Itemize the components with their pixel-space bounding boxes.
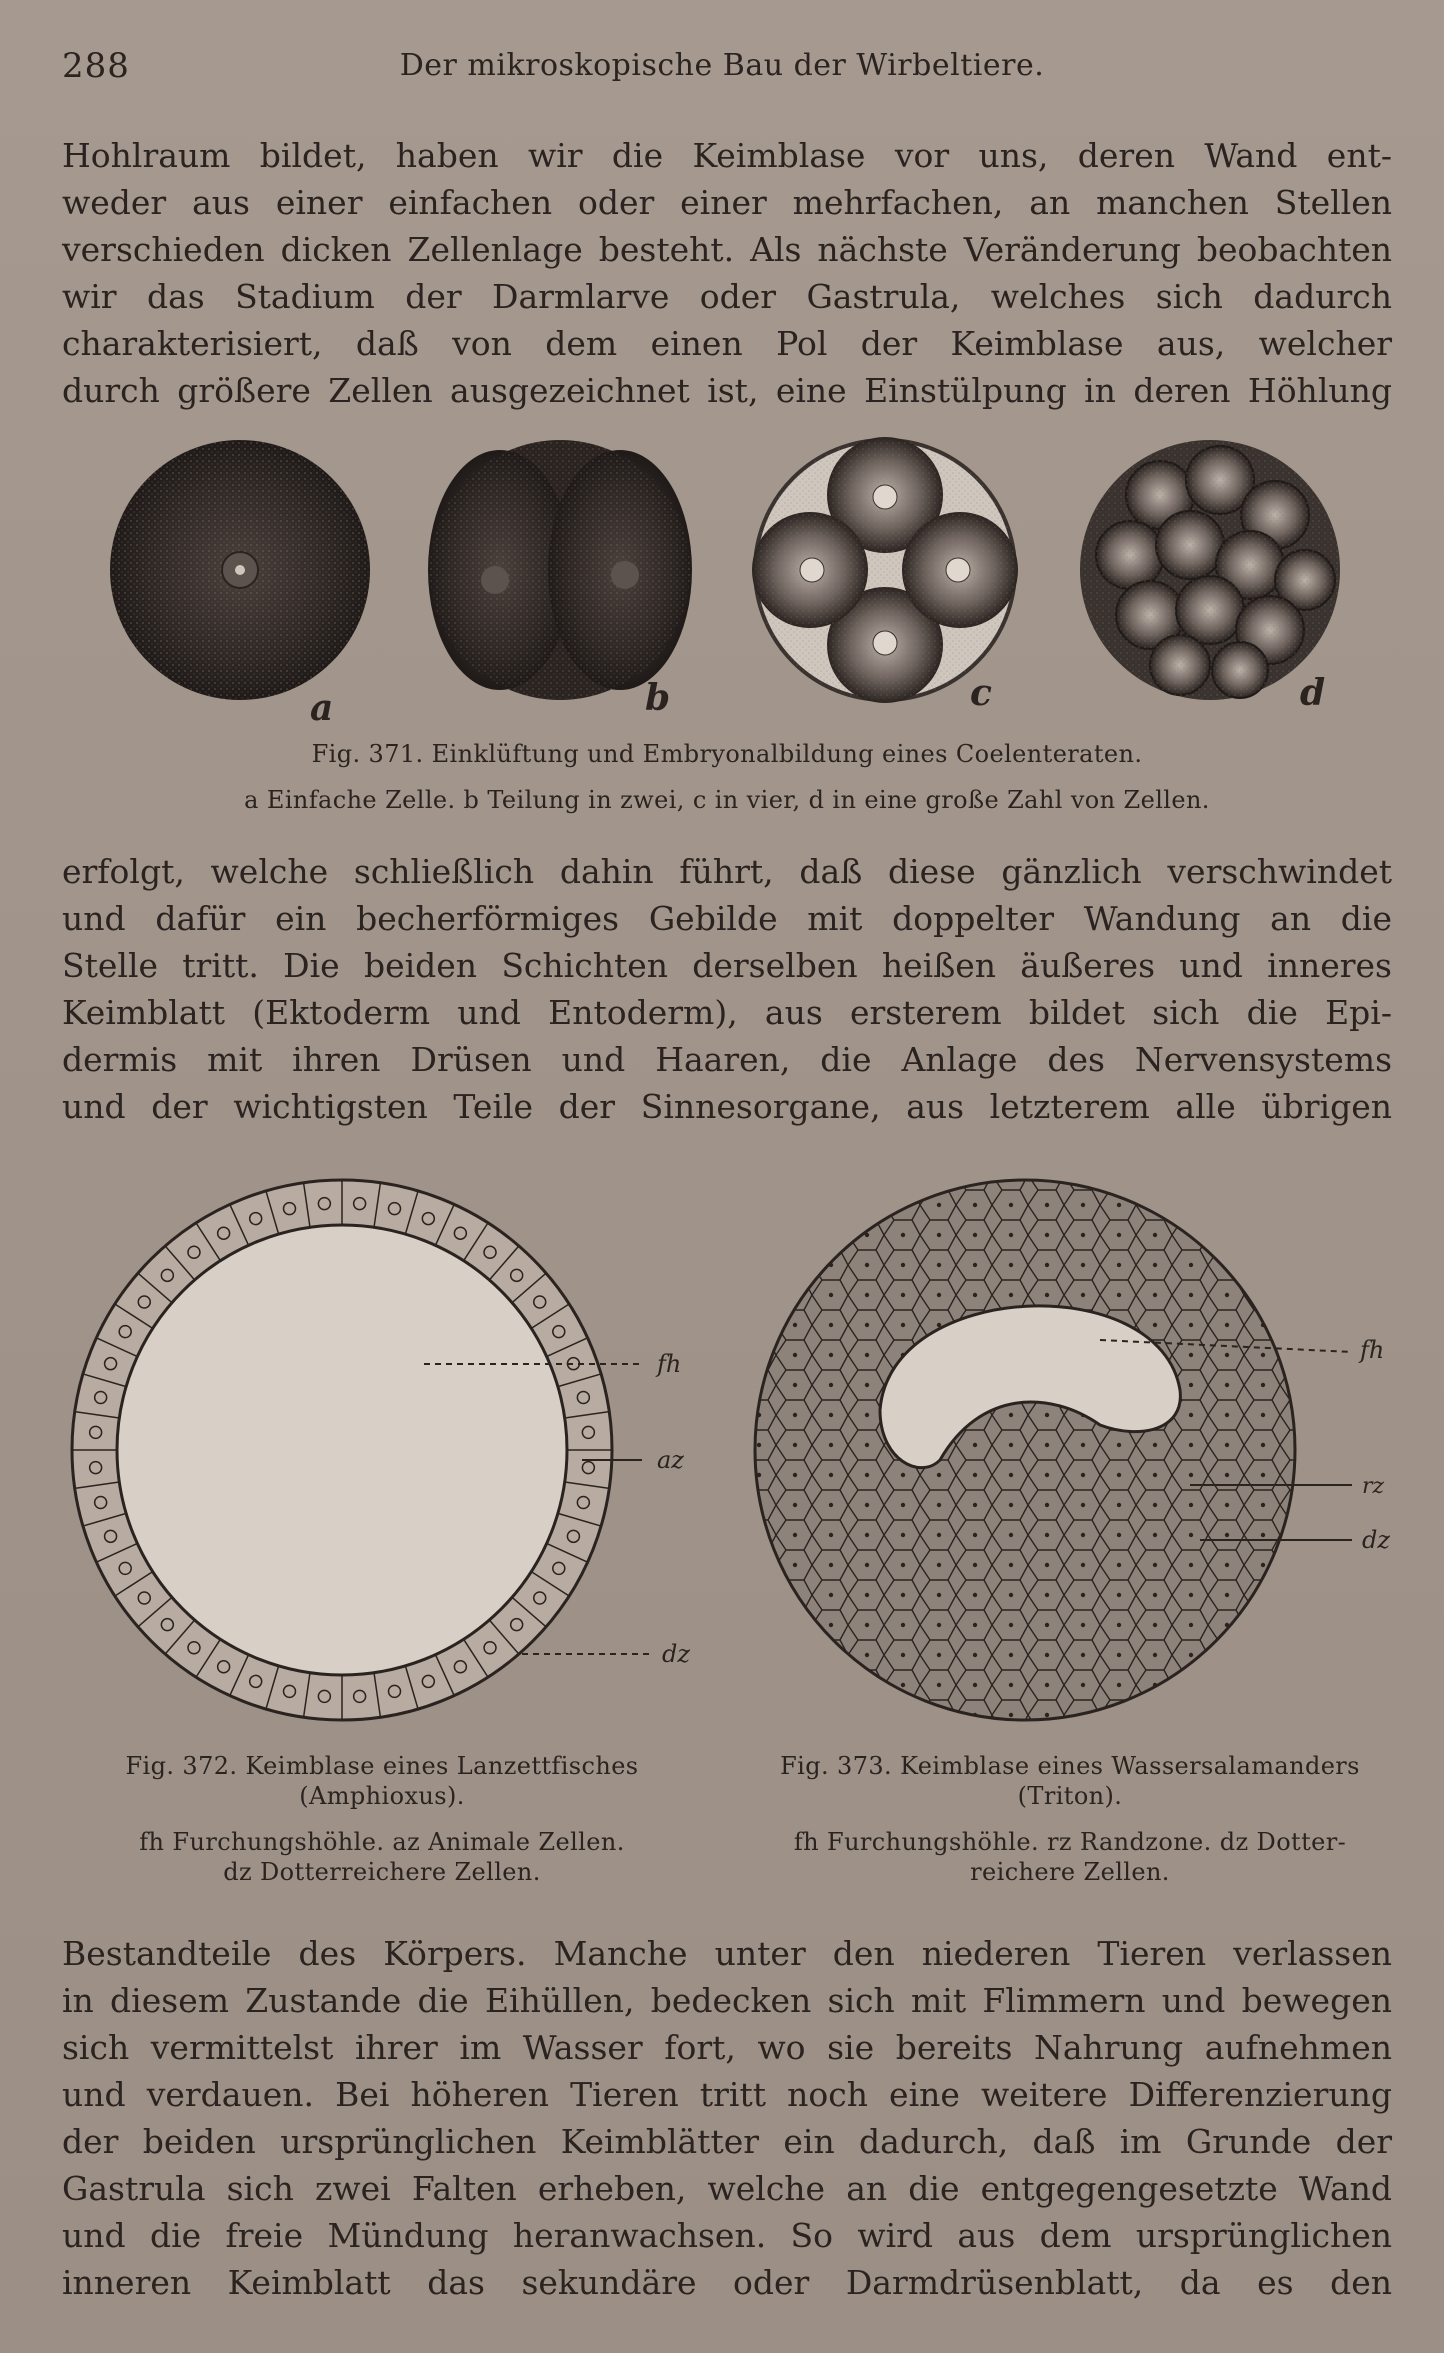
fig373-caption-title: Fig. 373. Keimblase eines Wassersalamanders [780, 1752, 1360, 1780]
fig371-caption-title: Fig. 371. Einklüftung und Embryonalbildung eines Coelenteraten. [311, 740, 1143, 768]
fig372-caption-subtitle: (Amphioxus). [299, 1782, 465, 1810]
text-line: wir das Stadium der Darmlarve oder Gastrula, welches sich dadurch [62, 277, 1392, 316]
text-line: der beiden ursprünglichen Keimblätter ein dadurch, daß im Grunde der [62, 2122, 1392, 2161]
fig373-caption-subtitle: (Triton). [1017, 1782, 1123, 1810]
panel-b-two-cells [428, 440, 692, 700]
panel-a-single-cell [110, 440, 370, 700]
figure-371 [100, 435, 1350, 725]
text-line: Bestandteile des Körpers. Manche unter den niederen Tieren verlassen [62, 1934, 1392, 1973]
panel-label-a: a [310, 687, 334, 725]
panel-label-d: d [1300, 672, 1326, 714]
label-fh: fh [657, 1350, 682, 1378]
label-dz: dz [1362, 1526, 1391, 1554]
label-rz: rz [1362, 1474, 1385, 1499]
text-line: inneren Keimblatt das sekundäre oder Darmdrüsenblatt, da es den [62, 2263, 1392, 2302]
text-line: Gastrula sich zwei Falten erheben, welche an die entgegengesetzte Wand [62, 2169, 1392, 2208]
text-line: und verdauen. Bei höheren Tieren tritt noch eine weitere Differenzierung [62, 2075, 1392, 2114]
fig373-legend-line1: fh Furchungshöhle. rz Randzone. dz Dotter- [793, 1828, 1347, 1856]
figure-373 [740, 1160, 1400, 1740]
text-line: und der wichtigsten Teile der Sinnesorgane, aus letzterem alle übrigen [62, 1087, 1392, 1126]
panel-d-many-cells [1080, 440, 1340, 700]
text-line: und dafür ein becherförmiges Gebilde mit doppelter Wandung an die [62, 899, 1392, 938]
paragraph-1 [62, 132, 1392, 414]
fig373-legend-line2: reichere Zellen. [970, 1858, 1170, 1886]
running-head: Der mikroskopische Bau der Wirbeltiere. [399, 48, 1045, 83]
text-line: und die freie Mündung heranwachsen. So wird aus dem ursprünglichen [62, 2216, 1392, 2255]
text-line: durch größere Zellen ausgezeichnet ist, eine Einstülpung in deren Höhlung [62, 371, 1392, 410]
text-line: verschieden dicken Zellenlage besteht. Als nächste Veränderung beobachten [62, 230, 1392, 269]
label-az: az [657, 1446, 684, 1474]
text-line: sich vermittelst ihrer im Wasser fort, wo sie bereits Nahrung aufnehmen [62, 2028, 1392, 2067]
text-line: Keimblatt (Ektoderm und Entoderm), aus ersterem bildet sich die Epi- [62, 993, 1392, 1032]
text-line: weder aus einer einfachen oder einer mehrfachen, an manchen Stellen [62, 183, 1392, 222]
paragraph-2 [62, 848, 1392, 1130]
paragraph-3 [62, 1930, 1392, 2306]
panel-label-c: c [970, 672, 992, 714]
panel-c-four-cells [752, 437, 1018, 703]
fig371-caption-legend: a Einfache Zelle. b Teilung in zwei, c in vier, d in eine große Zahl von Zellen. [244, 786, 1210, 814]
text-line: Stelle tritt. Die beiden Schichten derselben heißen äußeres und inneres [62, 946, 1392, 985]
figure-372 [62, 1160, 722, 1740]
text-line: dermis mit ihren Drüsen und Haaren, die Anlage des Nervensystems [62, 1040, 1392, 1079]
page-header [62, 46, 1382, 86]
fig372-legend-line1: fh Furchungshöhle. az Animale Zellen. [139, 1828, 625, 1856]
page-number: 288 [62, 46, 130, 86]
text-line: charakterisiert, daß von dem einen Pol der Keimblase aus, welcher [62, 324, 1392, 363]
panel-label-b: b [645, 677, 671, 719]
label-dz: dz [662, 1640, 691, 1668]
text-line: in diesem Zustande die Eihüllen, bedecken sich mit Flimmern und bewegen [62, 1981, 1392, 2020]
fig372-caption-title: Fig. 372. Keimblase eines Lanzettfisches [125, 1752, 639, 1780]
fig372-legend-line2: dz Dotterreichere Zellen. [223, 1858, 541, 1886]
label-fh: fh [1360, 1336, 1385, 1364]
text-line: erfolgt, welche schließlich dahin führt, daß diese gänzlich verschwindet [62, 852, 1392, 891]
text-line: Hohlraum bildet, haben wir die Keimblase vor uns, deren Wand ent- [62, 136, 1392, 175]
